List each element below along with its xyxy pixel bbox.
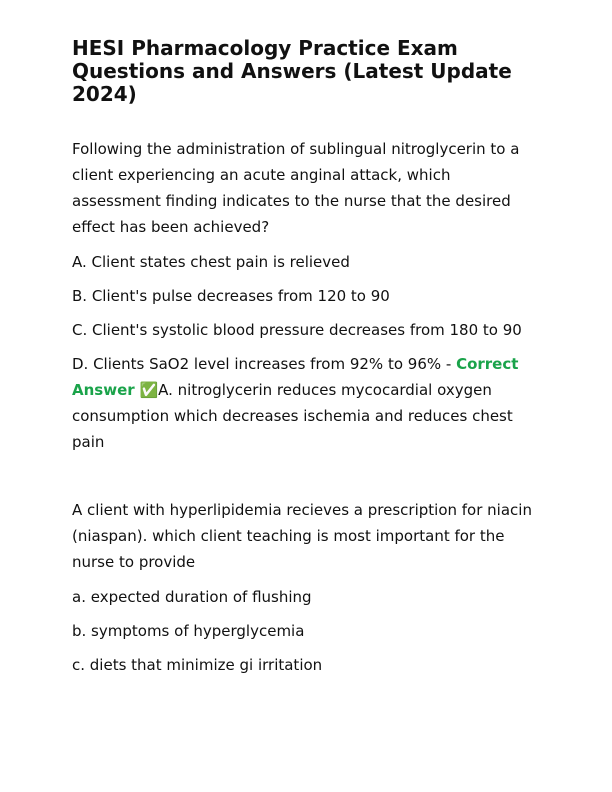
option-text: C. Client's systolic blood pressure decreases from 180 to 90 <box>72 321 522 339</box>
question-1 <box>72 136 542 240</box>
answer-rationale: A. nitroglycerin reduces mycocardial oxygen consumption which decreases ischemia and reduces chest pain <box>72 381 513 451</box>
document-title: HESI Pharmacology Practice Exam Questions and Answers (Latest Update 2024) <box>72 36 512 106</box>
question-2-stem: A client with hyperlipidemia recieves a prescription for niacin (niaspan). which client teaching is most important for the nurse to provide <box>72 501 532 571</box>
question-1-stem: Following the administration of sublingual nitroglycerin to a client experiencing an acute anginal attack, which assessment finding indicates to the nurse that the desired effect has been achieved? <box>72 140 520 236</box>
option-text: a. expected duration of flushing <box>72 588 312 606</box>
question-1-option-c <box>72 317 542 343</box>
option-text: D. Clients SaO2 level increases from 92% to 96% - <box>72 355 457 373</box>
checkmark-icon: ✅ <box>139 381 159 399</box>
question-2-option-c <box>72 652 542 678</box>
option-text: c. diets that minimize gi irritation <box>72 656 323 674</box>
question-1-option-a <box>72 249 542 275</box>
question-1-option-b <box>72 283 542 309</box>
question-2-option-a <box>72 584 542 610</box>
question-1-option-d-with-answer <box>72 351 542 455</box>
question-2-option-b <box>72 618 542 644</box>
option-text: A. Client states chest pain is relieved <box>72 253 350 271</box>
correct-answer-label: Correct Answer <box>72 355 519 399</box>
question-2 <box>72 497 542 575</box>
option-text: b. symptoms of hyperglycemia <box>72 622 305 640</box>
option-text: B. Client's pulse decreases from 120 to 90 <box>72 287 390 305</box>
